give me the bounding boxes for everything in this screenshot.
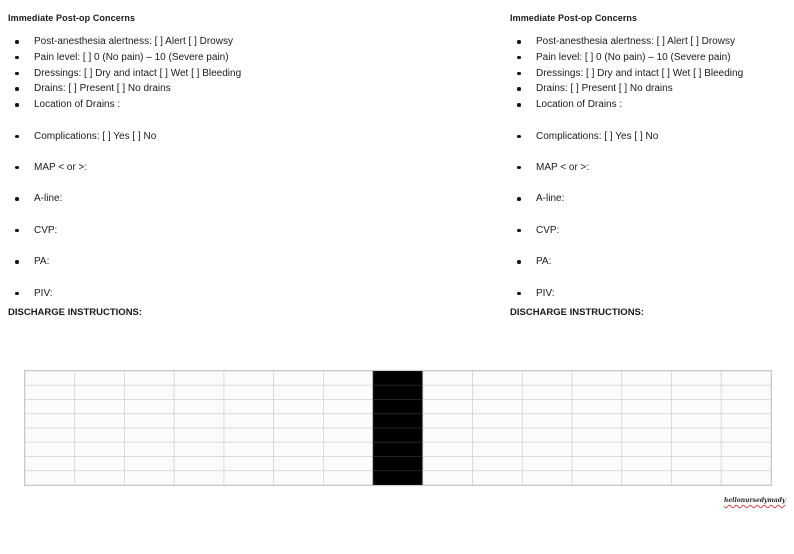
grid-cell — [622, 371, 672, 385]
concerns-list — [8, 34, 268, 301]
grid-cell-filled — [373, 442, 423, 456]
grid-cell — [572, 457, 622, 471]
list-item: CVP: — [8, 223, 268, 239]
grid-cell — [224, 385, 274, 399]
discharge-heading: DISCHARGE INSTRUCTIONS: — [510, 307, 645, 319]
grid-cell — [174, 457, 224, 471]
grid-cell — [323, 385, 373, 399]
grid-cell — [572, 414, 622, 428]
grid-cell-filled — [373, 428, 423, 442]
schedule-grid — [24, 370, 772, 486]
grid-cell — [224, 414, 274, 428]
grid-cell — [75, 428, 125, 442]
grid-cell — [323, 442, 373, 456]
grid-cell — [622, 385, 672, 399]
grid-cell — [224, 371, 274, 385]
grid-cell — [622, 400, 672, 414]
grid-cell — [672, 371, 722, 385]
grid-cell — [323, 400, 373, 414]
grid-cell — [124, 385, 174, 399]
grid-cell-filled — [373, 385, 423, 399]
list-item: A-line: — [510, 191, 770, 207]
grid-cell — [572, 400, 622, 414]
grid-cell — [124, 442, 174, 456]
section-title: Immediate Post-op Concerns — [510, 13, 638, 23]
grid-cell-filled — [373, 414, 423, 428]
grid-cell — [572, 442, 622, 456]
grid-cell-filled — [373, 400, 423, 414]
grid-cell — [622, 414, 672, 428]
grid-cell — [25, 471, 75, 485]
grid-cell — [672, 428, 722, 442]
grid-cell — [224, 442, 274, 456]
list-item: MAP < or >: — [8, 160, 268, 176]
grid-cell — [423, 442, 473, 456]
grid-cell — [522, 385, 572, 399]
grid-cell — [473, 428, 523, 442]
grid-cell — [274, 371, 324, 385]
grid-cell — [75, 400, 125, 414]
grid-cell — [473, 414, 523, 428]
grid-cell — [473, 371, 523, 385]
grid-cell — [572, 471, 622, 485]
grid-cell — [124, 400, 174, 414]
grid-cell — [672, 442, 722, 456]
grid-cell — [522, 428, 572, 442]
grid-cell-filled — [373, 457, 423, 471]
grid-cell — [323, 428, 373, 442]
grid-cell — [174, 400, 224, 414]
list-item: Dressings: [ ] Dry and intact [ ] Wet [ ] Bleeding — [510, 66, 770, 82]
grid-cell — [423, 428, 473, 442]
grid-cell — [672, 457, 722, 471]
list-item: A-line: — [8, 191, 268, 207]
grid-cell — [25, 371, 75, 385]
grid-cell — [522, 457, 572, 471]
grid-cell — [25, 400, 75, 414]
grid-cell — [721, 400, 771, 414]
discharge-heading: DISCHARGE INSTRUCTIONS: — [8, 307, 143, 319]
grid-cell — [323, 371, 373, 385]
grid-cell — [25, 442, 75, 456]
list-item: PIV: — [510, 286, 770, 302]
list-item: Dressings: [ ] Dry and intact [ ] Wet [ ] Bleeding — [8, 66, 268, 82]
list-item: Post-anesthesia alertness: [ ] Alert [ ] Drowsy — [8, 34, 268, 50]
left-column — [8, 12, 268, 319]
grid-cell — [224, 457, 274, 471]
grid-cell — [423, 471, 473, 485]
grid-cell — [25, 414, 75, 428]
list-item: Complications: [ ] Yes [ ] No — [8, 129, 268, 145]
grid-cell — [174, 414, 224, 428]
list-item: Location of Drains : — [510, 97, 770, 113]
grid-cell — [25, 457, 75, 471]
grid-cell — [423, 457, 473, 471]
grid-cell — [124, 471, 174, 485]
grid-cell-filled — [373, 471, 423, 485]
list-item: Drains: [ ] Present [ ] No drains — [510, 81, 770, 97]
grid-cell — [721, 371, 771, 385]
grid-cell — [174, 371, 224, 385]
grid-cell — [274, 385, 324, 399]
grid-cell — [274, 471, 324, 485]
grid-cell — [274, 457, 324, 471]
grid-cell — [572, 428, 622, 442]
grid-cell — [75, 457, 125, 471]
grid-cell — [672, 471, 722, 485]
grid-cell — [473, 457, 523, 471]
grid-cell — [75, 442, 125, 456]
grid-cell — [622, 471, 672, 485]
grid-cell — [25, 428, 75, 442]
grid-cell — [622, 428, 672, 442]
grid-cell — [522, 471, 572, 485]
grid-cell — [174, 428, 224, 442]
grid-cell — [274, 442, 324, 456]
grid-cell — [721, 414, 771, 428]
grid-cell — [224, 471, 274, 485]
grid-cell — [224, 428, 274, 442]
grid-cell — [75, 471, 125, 485]
grid-cell — [721, 428, 771, 442]
grid-cell — [323, 414, 373, 428]
grid-cell — [75, 385, 125, 399]
grid-cell — [572, 371, 622, 385]
grid-cell — [423, 371, 473, 385]
list-item: PA: — [510, 254, 770, 270]
concerns-list — [510, 34, 770, 301]
grid-cell — [124, 414, 174, 428]
grid-cell — [522, 371, 572, 385]
list-item: MAP < or >: — [510, 160, 770, 176]
grid-cell — [423, 414, 473, 428]
list-item: PA: — [8, 254, 268, 270]
grid-cell — [721, 457, 771, 471]
grid-cell — [622, 457, 672, 471]
grid-cell — [124, 428, 174, 442]
grid-cell — [75, 371, 125, 385]
signature: hellonursedymady — [724, 497, 786, 504]
grid-cell — [174, 385, 224, 399]
grid-cell — [622, 442, 672, 456]
list-item: Complications: [ ] Yes [ ] No — [510, 129, 770, 145]
grid-cell — [423, 400, 473, 414]
grid-cell-filled — [373, 371, 423, 385]
section-title: Immediate Post-op Concerns — [8, 13, 136, 23]
grid-cell — [174, 442, 224, 456]
grid-cell — [75, 414, 125, 428]
list-item: Location of Drains : — [8, 97, 268, 113]
grid-cell — [672, 385, 722, 399]
grid-cell — [522, 442, 572, 456]
grid-cell — [721, 442, 771, 456]
grid-cell — [672, 414, 722, 428]
grid-canvas — [25, 371, 771, 485]
list-item: Drains: [ ] Present [ ] No drains — [8, 81, 268, 97]
grid-cell — [25, 385, 75, 399]
grid-cell — [274, 428, 324, 442]
grid-cell — [124, 457, 174, 471]
list-item: Pain level: [ ] 0 (No pain) – 10 (Severe pain) — [510, 50, 770, 66]
grid-cell — [274, 414, 324, 428]
grid-cell — [721, 385, 771, 399]
grid-cell — [572, 385, 622, 399]
list-item: Pain level: [ ] 0 (No pain) – 10 (Severe pain) — [8, 50, 268, 66]
grid-cell — [473, 385, 523, 399]
list-item: CVP: — [510, 223, 770, 239]
grid-cell — [323, 457, 373, 471]
grid-cell — [323, 471, 373, 485]
grid-cell — [473, 400, 523, 414]
grid-cell — [522, 400, 572, 414]
grid-cell — [721, 471, 771, 485]
grid-cell — [174, 471, 224, 485]
grid-cell — [224, 400, 274, 414]
grid-cell — [274, 400, 324, 414]
grid-cell — [423, 385, 473, 399]
grid-cell — [522, 414, 572, 428]
grid-cell — [473, 471, 523, 485]
right-column — [510, 12, 770, 319]
list-item: PIV: — [8, 286, 268, 302]
grid-cell — [473, 442, 523, 456]
list-item: Post-anesthesia alertness: [ ] Alert [ ] Drowsy — [510, 34, 770, 50]
grid-cell — [672, 400, 722, 414]
grid-cell — [124, 371, 174, 385]
